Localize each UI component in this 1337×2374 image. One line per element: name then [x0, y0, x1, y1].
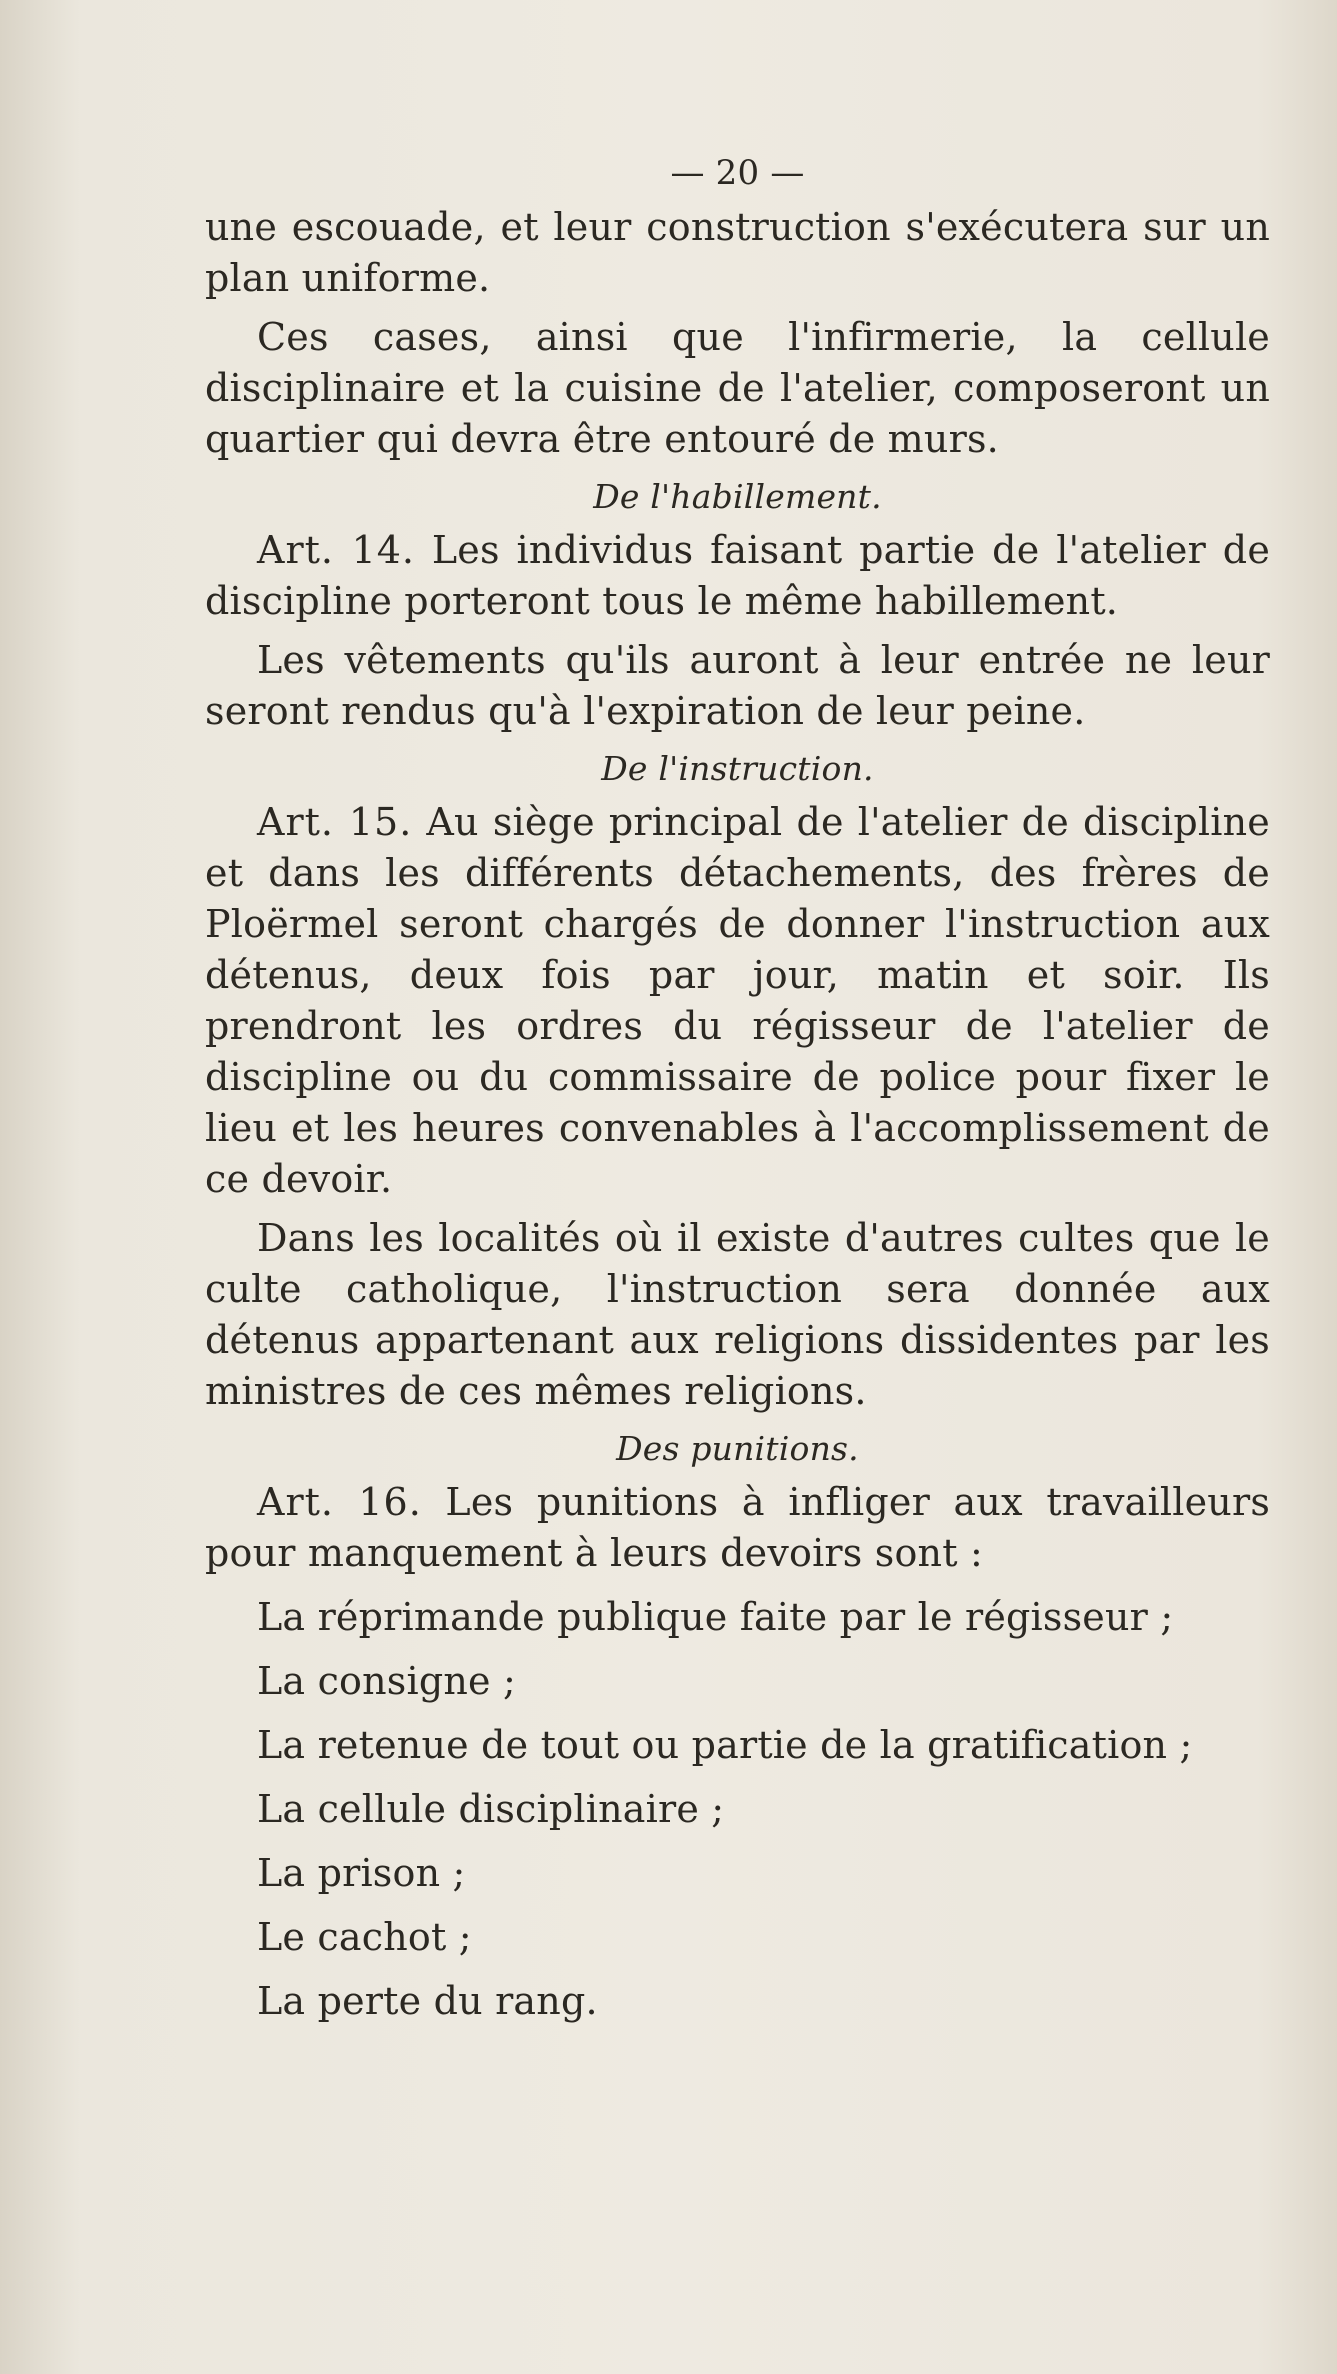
article-16 [205, 1477, 1270, 1579]
list-item: La consigne ; [257, 1659, 517, 1703]
paragraph-cultes: Dans les localités où il existe d'autres cultes que le culte catholique, l'instruction sera donnée aux détenus appartenant aux religions dissidentes par les ministres de ces mêmes religions. [205, 1216, 1270, 1413]
list-item: La réprimande publique faite par le régisseur ; [257, 1595, 1174, 1639]
article-16-text: Les punitions à infliger aux travailleurs pour manquement à leurs devoirs sont : [205, 1480, 1271, 1575]
section-heading-instruction: De l'instruction. [601, 749, 874, 788]
article-14-text: Les individus faisant partie de l'atelier de discipline porteront tous le même habillement. [205, 528, 1271, 623]
page-number: — 20 — [670, 153, 805, 193]
section-heading-habillement: De l'habillement. [593, 477, 882, 516]
paragraph-continuation: une escouade, et leur construction s'exécutera sur un plan uniforme. [205, 205, 1270, 300]
list-item: La perte du rang. [257, 1979, 598, 2023]
article-14 [205, 525, 1270, 627]
article-15-label: Art. 15. [257, 800, 413, 844]
paragraph-vetements: Les vêtements qu'ils auront à leur entrée ne leur seront rendus qu'à l'expiration de leur peine. [205, 638, 1270, 733]
article-14-label: Art. 14. [257, 528, 416, 572]
list-item: La retenue de tout ou partie de la gratification ; [257, 1723, 1193, 1767]
article-15 [205, 797, 1270, 1205]
section-heading-punitions: Des punitions. [616, 1429, 859, 1468]
list-item: La prison ; [257, 1851, 466, 1895]
article-15-text: Au siège principal de l'atelier de discipline et dans les différents détachements, des frères de Ploërmel seront chargés de donner l'instruction aux détenus, deux fois par jour, matin et soir. Ils prendront les ordres du régisseur de l'atelier de discipline ou du commissaire de police pour fixer le lieu et les heures convenables à l'accomplissement de ce devoir. [205, 800, 1270, 1201]
list-item: Le cachot ; [257, 1915, 472, 1959]
paragraph-quartier: Ces cases, ainsi que l'infirmerie, la cellule disciplinaire et la cuisine de l'atelier, composeront un quartier qui devra être entouré de murs. [205, 315, 1270, 461]
list-item: La cellule disciplinaire ; [257, 1787, 725, 1831]
page-text [205, 150, 1270, 2039]
article-16-label: Art. 16. [257, 1480, 422, 1524]
punishment-list [205, 1591, 1270, 2027]
